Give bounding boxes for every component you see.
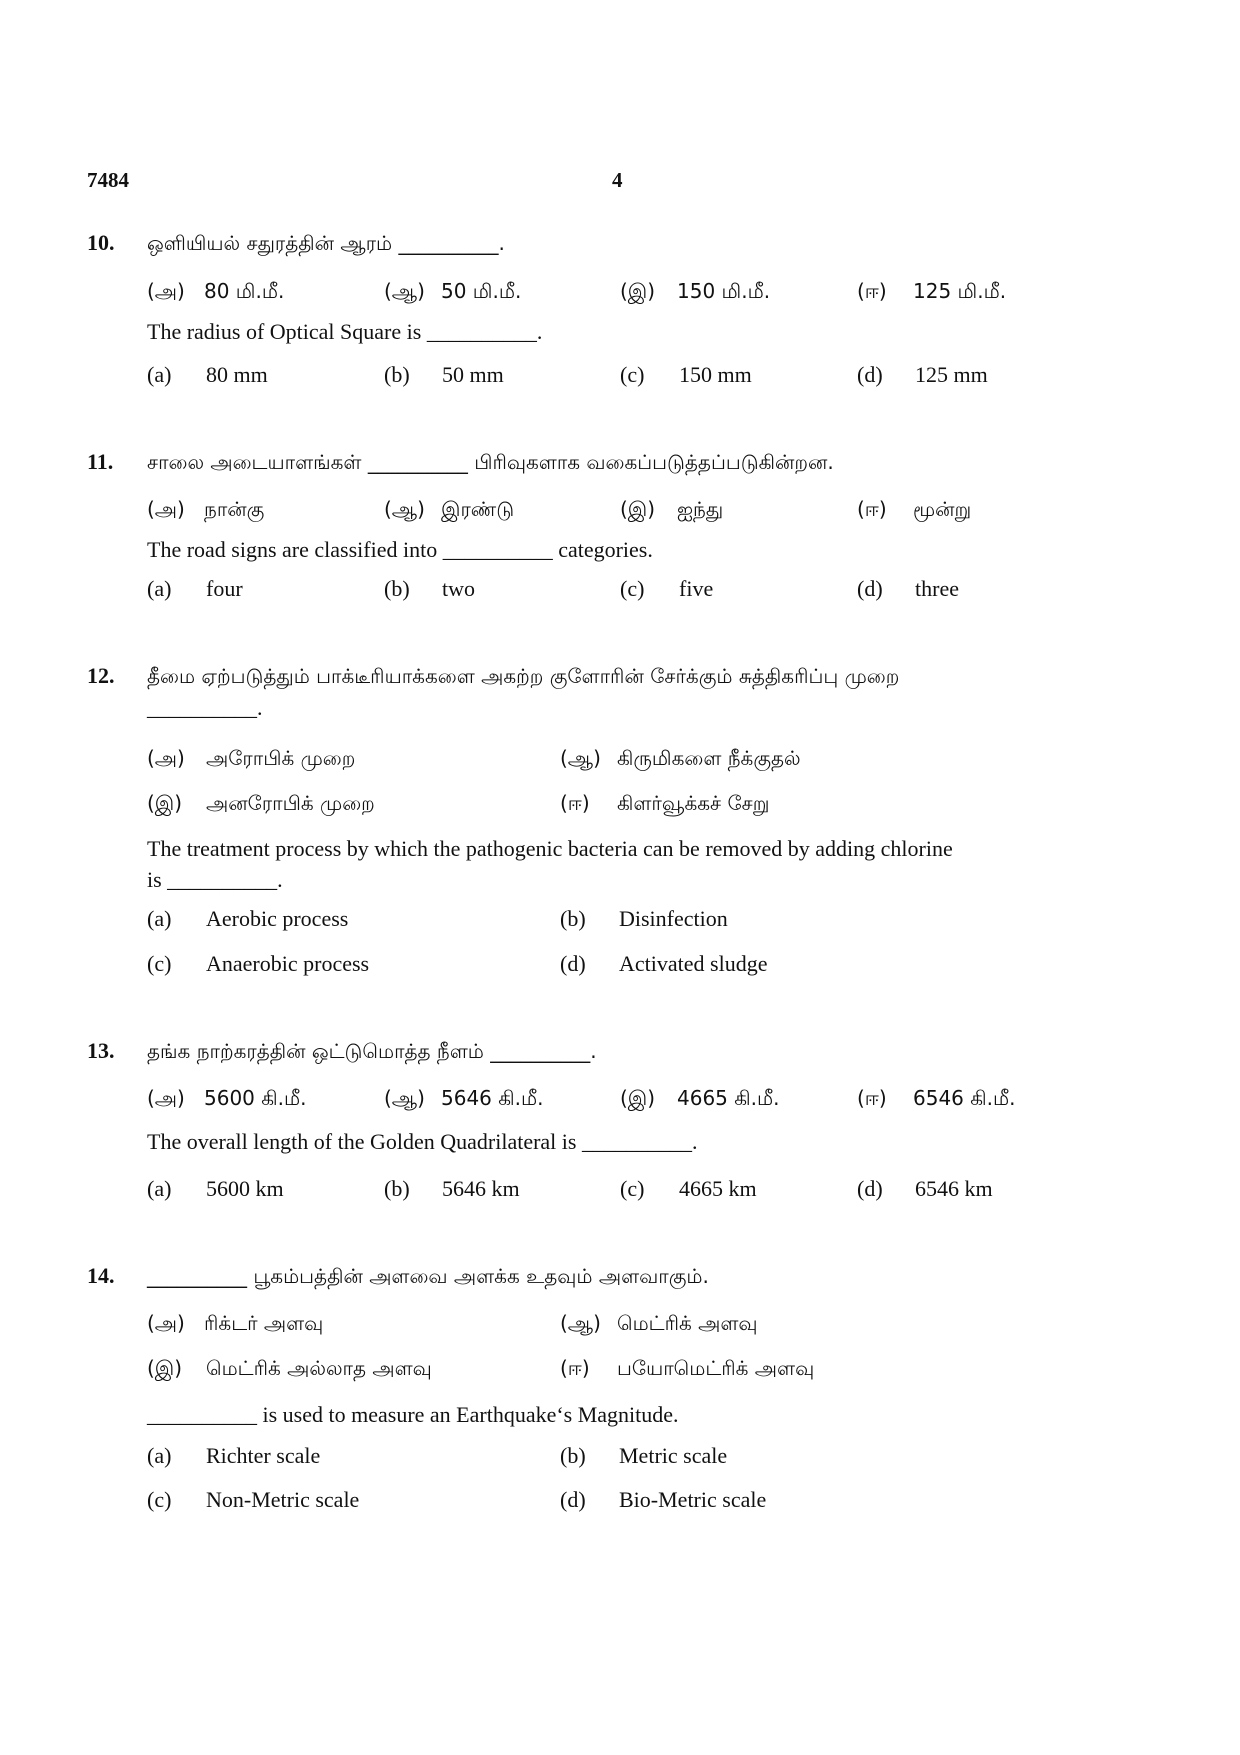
option-label: (c) — [620, 1176, 645, 1201]
option-text: Disinfection — [619, 906, 728, 931]
option-label: (b) — [384, 576, 410, 601]
option-label: (ஆ) — [560, 1311, 601, 1335]
option-text: ரிக்டர் அளவு — [204, 1311, 324, 1335]
english-question: The road signs are classified into __________ categories. — [147, 537, 653, 562]
option-text: three — [915, 576, 959, 601]
option-label: (c) — [147, 951, 172, 976]
option-label: (ஈ) — [560, 1356, 590, 1380]
option-label: (இ) — [620, 1086, 656, 1110]
tamil-question: தீமை ஏற்படுத்தும் பாக்டீரியாக்களை அகற்ற குளோரின் சேர்க்கும் சுத்திகரிப்பு முறை — [147, 664, 900, 688]
option-text: 50 மி.மீ. — [441, 279, 522, 303]
option-label: (a) — [147, 906, 172, 931]
option-label: (c) — [147, 1487, 172, 1512]
tamil-question-blank: __________. — [147, 695, 263, 720]
option-text: Anaerobic process — [206, 951, 370, 976]
option-text: அனரோபிக் முறை — [206, 791, 375, 815]
option-text: 150 mm — [679, 362, 752, 387]
english-question: The treatment process by which the pathogenic bacteria can be removed by adding chlorine — [147, 836, 953, 861]
option-label: (ஆ) — [384, 1086, 425, 1110]
question-number: 13. — [87, 1038, 115, 1063]
option-label: (b) — [560, 906, 586, 931]
option-text: ஐந்து — [677, 497, 724, 521]
tamil-question: தங்க நாற்கரத்தின் ஒட்டுமொத்த நீளம் __________. — [147, 1039, 597, 1063]
option-label: (d) — [857, 362, 883, 387]
english-question: __________ is used to measure an Earthquake‘s Magnitude. — [147, 1402, 679, 1427]
option-text: Activated sludge — [619, 951, 768, 976]
option-label: (இ) — [147, 791, 183, 815]
option-label: (b) — [384, 1176, 410, 1201]
option-text: 5646 km — [442, 1176, 520, 1201]
option-label: (d) — [857, 576, 883, 601]
option-label: (a) — [147, 362, 172, 387]
option-text: அரோபிக் முறை — [206, 746, 356, 770]
option-label: (c) — [620, 362, 645, 387]
option-text: மெட்ரிக் அளவு — [617, 1311, 758, 1335]
option-label: (ஈ) — [560, 791, 590, 815]
option-text: கிளர்வூக்கச் சேறு — [617, 791, 770, 815]
option-label: (இ) — [620, 497, 656, 521]
option-text: 125 மி.மீ. — [913, 279, 1007, 303]
option-text: 4665 கி.மீ. — [677, 1086, 780, 1110]
option-text: Non-Metric scale — [206, 1487, 360, 1512]
english-question: The radius of Optical Square is __________. — [147, 319, 543, 344]
option-text: பயோமெட்ரிக் அளவு — [617, 1356, 815, 1380]
option-label: (அ) — [147, 497, 185, 521]
option-label: (ஈ) — [857, 1086, 887, 1110]
option-text: 5600 கி.மீ. — [204, 1086, 307, 1110]
question-number: 11. — [87, 449, 114, 474]
option-text: Bio-Metric scale — [619, 1487, 767, 1512]
option-label: (d) — [857, 1176, 883, 1201]
option-label: (அ) — [147, 746, 185, 770]
option-text: Aerobic process — [206, 906, 349, 931]
question-number: 10. — [87, 230, 115, 255]
option-label: (a) — [147, 1443, 172, 1468]
option-label: (d) — [560, 1487, 586, 1512]
tamil-question: ஒளியியல் சதுரத்தின் ஆரம் __________. — [147, 231, 505, 255]
paper-code: 7484 — [87, 168, 129, 192]
option-text: 6546 km — [915, 1176, 993, 1201]
option-label: (a) — [147, 1176, 172, 1201]
option-text: மூன்று — [913, 497, 972, 521]
option-label: (இ) — [620, 279, 656, 303]
option-text: கிருமிகளை நீக்குதல் — [617, 746, 801, 770]
option-text: நான்கு — [204, 497, 265, 521]
option-label: (ஆ) — [384, 497, 425, 521]
option-text: 50 mm — [442, 362, 504, 387]
option-text: இரண்டு — [441, 497, 515, 521]
option-label: (ஆ) — [384, 279, 425, 303]
option-label: (ஆ) — [560, 746, 601, 770]
option-text: five — [679, 576, 714, 601]
option-label: (b) — [384, 362, 410, 387]
option-text: மெட்ரிக் அல்லாத அளவு — [206, 1356, 432, 1380]
option-text: 80 மி.மீ. — [204, 279, 285, 303]
option-text: Metric scale — [619, 1443, 728, 1468]
option-text: 4665 km — [679, 1176, 757, 1201]
option-label: (b) — [560, 1443, 586, 1468]
option-text: 5646 கி.மீ. — [441, 1086, 544, 1110]
question-number: 12. — [87, 663, 115, 688]
english-question-cont: is __________. — [147, 867, 283, 892]
option-text: 150 மி.மீ. — [677, 279, 771, 303]
tamil-question: __________ பூகம்பத்தின் அளவை அளக்க உதவும் அளவாகும். — [147, 1264, 709, 1288]
tamil-question: சாலை அடையாளங்கள் __________ பிரிவுகளாக வகைப்படுத்தப்படுகின்றன. — [147, 450, 834, 474]
option-text: 5600 km — [206, 1176, 284, 1201]
option-text: 125 mm — [915, 362, 988, 387]
option-label: (அ) — [147, 279, 185, 303]
option-label: (இ) — [147, 1356, 183, 1380]
option-text: two — [442, 576, 475, 601]
option-label: (ஈ) — [857, 497, 887, 521]
option-label: (d) — [560, 951, 586, 976]
option-label: (c) — [620, 576, 645, 601]
option-label: (a) — [147, 576, 172, 601]
option-text: Richter scale — [206, 1443, 321, 1468]
option-text: 6546 கி.மீ. — [913, 1086, 1016, 1110]
option-label: (ஈ) — [857, 279, 887, 303]
page-number: 4 — [612, 168, 623, 192]
option-label: (அ) — [147, 1311, 185, 1335]
question-number: 14. — [87, 1263, 115, 1288]
option-text: four — [206, 576, 243, 601]
option-label: (அ) — [147, 1086, 185, 1110]
option-text: 80 mm — [206, 362, 268, 387]
english-question: The overall length of the Golden Quadrilateral is __________. — [147, 1129, 698, 1154]
